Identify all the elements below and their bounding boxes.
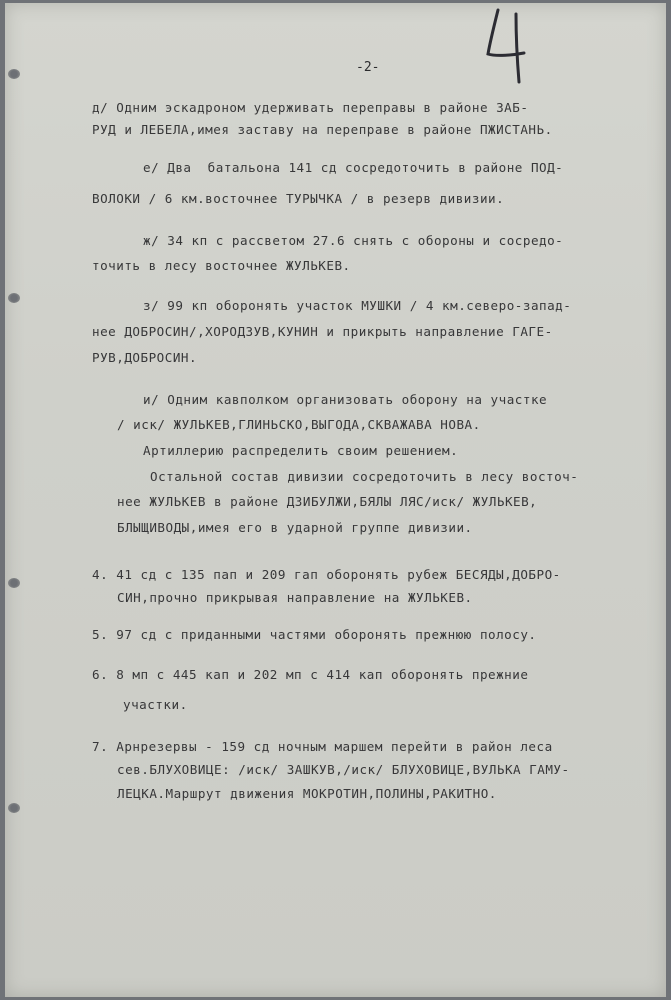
text-line: СИН,прочно прикрывая направление на ЖУЛЬКЕВ.	[117, 590, 473, 605]
punch-hole	[8, 803, 20, 813]
text-line: Остальной состав дивизии сосредоточить в лесу восточ-	[150, 469, 579, 484]
page-number: -2-	[356, 60, 380, 75]
text-line: сев.БЛУХОВИЦЕ: /иск/ ЗАШКУВ,/иск/ БЛУХОВИЦЕ,ВУЛЬКА ГАМУ-	[117, 762, 570, 777]
text-line: з/ 99 кп оборонять участок МУШКИ / 4 км.северо-запад-	[143, 298, 572, 313]
text-line: Артиллерию распределить своим решением.	[143, 443, 459, 458]
text-line: точить в лесу восточнее ЖУЛЬКЕВ.	[92, 258, 351, 273]
text-line: участки.	[123, 697, 188, 712]
handwritten-page-mark	[480, 6, 530, 86]
punch-hole	[8, 293, 20, 303]
text-line: нее ДОБРОСИН/,ХОРОДЗУВ,КУНИН и прикрыть направление ГАГЕ-	[92, 324, 553, 339]
text-line: е/ Два батальона 141 сд сосредоточить в районе ПОД-	[143, 160, 564, 175]
text-line: 6. 8 мп с 445 кап и 202 мп с 414 кап оборонять прежние	[92, 667, 529, 682]
text-line: 4. 41 сд с 135 пап и 209 гап оборонять рубеж БЕСЯДЫ,ДОБРО-	[92, 567, 561, 582]
text-line: ЛЕЦКА.Маршрут движения МОКРОТИН,ПОЛИНЫ,РАКИТНО.	[117, 786, 497, 801]
text-line: 7. Арнрезервы - 159 сд ночным маршем перейти в район леса	[92, 739, 553, 754]
text-line: БЛЫЩИВОДЫ,имея его в ударной группе дивизии.	[117, 520, 473, 535]
punch-hole	[8, 578, 20, 588]
text-line: ВОЛОКИ / 6 км.восточнее ТУРЫЧКА / в резерв дивизии.	[92, 191, 505, 206]
text-line: 5. 97 сд с приданными частями оборонять прежнюю полосу.	[92, 627, 537, 642]
text-line: ж/ 34 кп с рассветом 27.6 снять с обороны и сосредо-	[143, 233, 564, 248]
text-line: РУД и ЛЕБЕЛА,имея заставу на переправе в районе ПЖИСТАНЬ.	[92, 122, 553, 137]
text-line: нее ЖУЛЬКЕВ в районе ДЗИБУЛЖИ,БЯЛЫ ЛЯС/иск/ ЖУЛЬКЕВ,	[117, 494, 538, 509]
text-line: и/ Одним кавполком организовать оборону на участке	[143, 392, 548, 407]
text-line: д/ Одним эскадроном удерживать переправы в районе ЗАБ-	[92, 100, 529, 115]
punch-hole	[8, 69, 20, 79]
text-line: / иск/ ЖУЛЬКЕВ,ГЛИНЬСКО,ВЫГОДА,СКВАЖАВА НОВА.	[117, 417, 481, 432]
text-line: РУВ,ДОБРОСИН.	[92, 350, 198, 365]
